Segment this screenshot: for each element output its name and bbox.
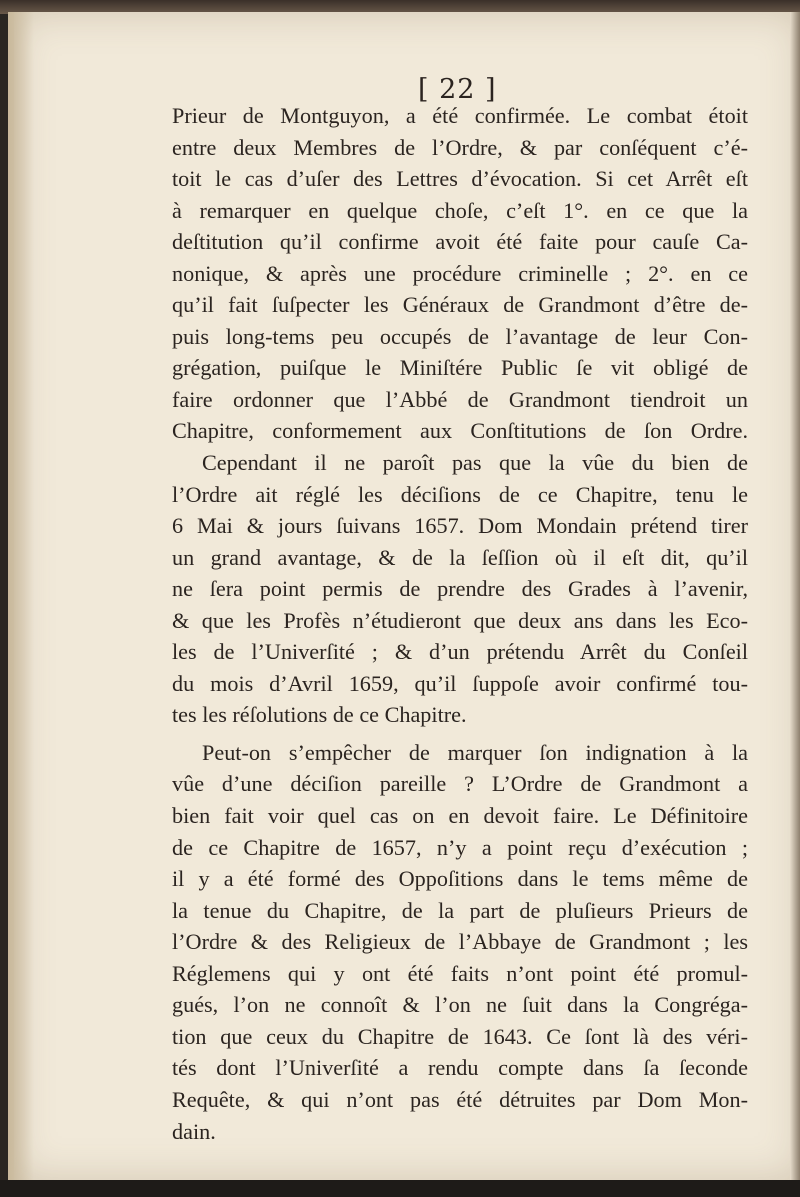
text-line: qu’il fait ſuſpecter les Généraux de Grandmont d’être de- — [172, 292, 748, 318]
text-line: nonique, & après une procédure criminelle ; 2°. en ce — [172, 260, 748, 286]
text-line: Cependant il ne paroît pas que la vûe du bien de — [202, 450, 748, 476]
text-line: du mois d’Avril 1659, qu’il ſuppoſe avoir confirmé tou- — [172, 670, 748, 696]
text-line: il y a été formé des Oppoſitions dans le tems même de — [172, 866, 748, 892]
text-line: faire ordonner que l’Abbé de Grandmont tiendroit un — [172, 386, 748, 412]
text-line: ne ſera point permis de prendre des Grades à l’avenir, — [172, 576, 748, 602]
text-line: puis long-tems peu occupés de l’avantage de leur Con- — [172, 323, 748, 349]
text-line: gués, l’on ne connoît & l’on ne ſuit dans la Congréga- — [172, 992, 748, 1018]
text-line: un grand avantage, & de la ſeſſion où il eſt dit, qu’il — [172, 544, 748, 570]
text-line: deſtitution qu’il confirme avoit été faite pour cauſe Ca- — [172, 229, 748, 255]
text-line: tion que ceux du Chapitre de 1643. Ce ſont là des véri- — [172, 1023, 748, 1049]
text-line: grégation, puiſque le Miniſtére Public ſe vit obligé de — [172, 355, 748, 381]
text-line: dain. — [172, 1118, 216, 1144]
text-line: Chapitre, conformement aux Conſtitutions de ſon Ordre. — [172, 418, 748, 444]
text-line: Prieur de Montguyon, a été confirmée. Le combat étoit — [172, 103, 748, 128]
text-line: la tenue du Chapitre, de la part de pluſieurs Prieurs de — [172, 897, 748, 923]
text-line: bien fait voir quel cas on en devoit faire. Le Définitoire — [172, 803, 748, 829]
text-line: Peut-on s’empêcher de marquer ſon indignation à la — [202, 739, 748, 765]
text-line: à remarquer en quelque choſe, c’eſt 1°. en ce que la — [172, 197, 748, 223]
page-bottom-edge — [0, 1180, 800, 1197]
text-line: l’Ordre & des Religieux de l’Abbaye de Grandmont ; les — [172, 929, 748, 955]
text-line: Requête, & qui n’ont pas été détruites par Dom Mon- — [172, 1086, 748, 1112]
paragraph-3 — [172, 737, 748, 1147]
text-line: entre deux Membres de l’Ordre, & par conſéquent c’é- — [172, 134, 748, 160]
text-line: tés dont l’Univerſité a rendu compte dans ſa ſeconde — [172, 1055, 748, 1081]
paragraph-1 — [172, 100, 748, 447]
text-line: Réglemens qui y ont été faits n’ont point été promul- — [172, 960, 748, 986]
text-line: tes les réſolutions de ce Chapitre. — [172, 702, 467, 728]
body-text — [172, 100, 748, 1147]
text-line: de ce Chapitre de 1657, n’y a point reçu d’exécution ; — [172, 834, 748, 860]
text-line: 6 Mai & jours ſuivans 1657. Dom Mondain prétend tirer — [172, 513, 748, 539]
text-line: les de l’Univerſité ; & d’un prétendu Arrêt du Conſeil — [172, 639, 748, 665]
page-right-edge — [790, 12, 800, 1180]
paragraph-2 — [172, 447, 748, 731]
page-gutter — [8, 12, 34, 1180]
text-line: toit le cas d’uſer des Lettres d’évocation. Si cet Arrêt eſt — [172, 166, 748, 192]
text-line: vûe d’une déciſion pareille ? L’Ordre de Grandmont a — [172, 771, 748, 797]
text-line: l’Ordre ait réglé les déciſions de ce Chapitre, tenu le — [172, 481, 748, 507]
page-number: [ 22 ] — [418, 74, 497, 105]
text-line: & que les Profès n’étudieront que deux ans dans les Eco- — [172, 607, 748, 633]
